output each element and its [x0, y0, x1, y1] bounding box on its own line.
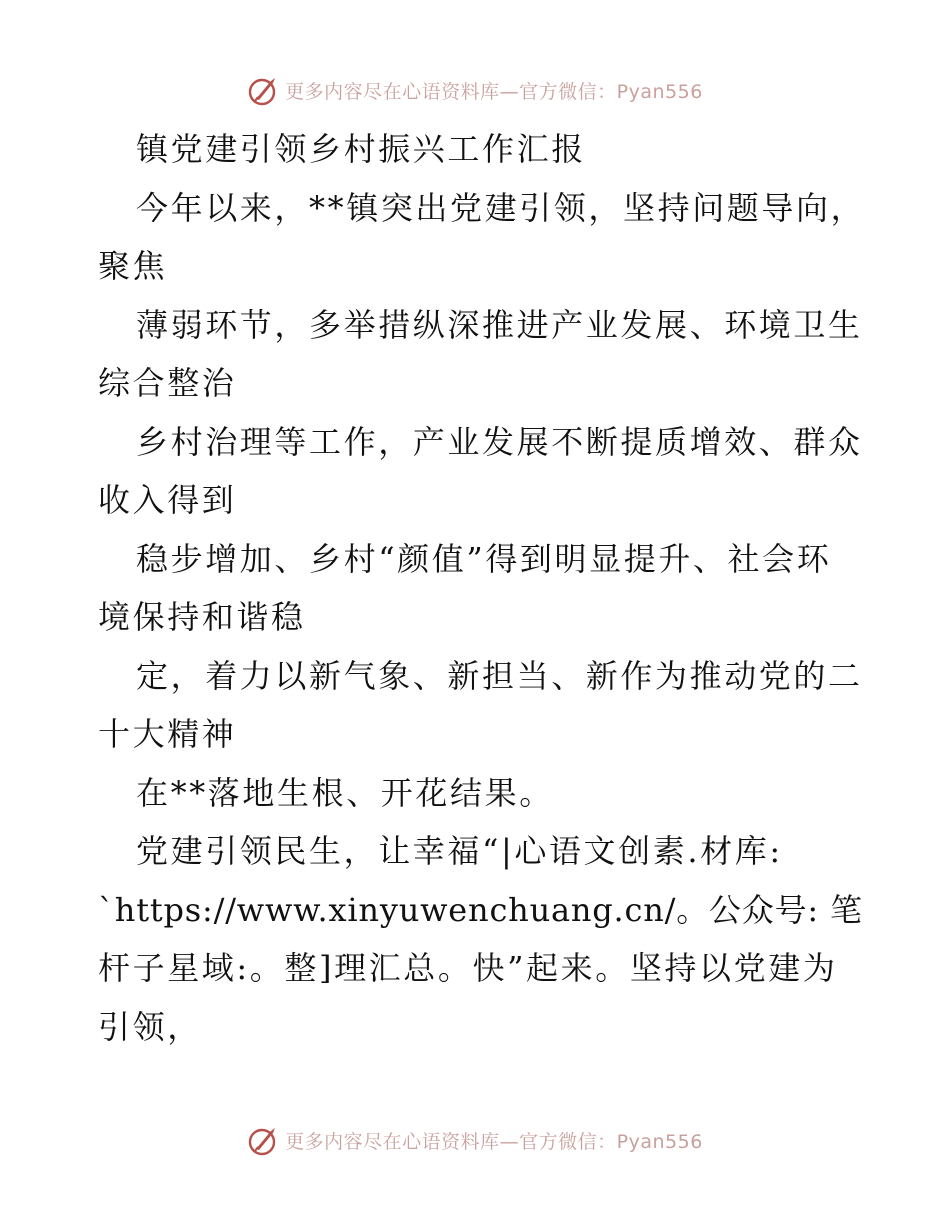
quill-pen-logo-icon [247, 73, 281, 107]
paragraph-line: 稳步增加、乡村“颜值”得到明显提升、社会环 [136, 539, 832, 578]
paragraph-line: 聚焦 [98, 247, 168, 285]
document-title: 镇党建引领乡村振兴工作汇报 [136, 130, 586, 168]
paragraph-line: 境保持和谐稳 [98, 598, 306, 636]
paragraph-line: 党建引领民生，让幸福“|心语文创素.材库: [136, 832, 783, 870]
paragraph-line: 乡村治理等工作，产业发展不断提质增效、群众 [136, 422, 863, 461]
paragraph-line: 引领， [98, 1007, 202, 1046]
footer-watermark-banner [0, 1120, 950, 1160]
paragraph-line-url: `https://www.xinyuwenchuang.cn/。公众号: 笔 [98, 890, 863, 929]
document-body [98, 120, 866, 1056]
paragraph-line: 收入得到 [98, 481, 237, 519]
paragraph-line: 在**落地生根、开花结果。 [136, 773, 554, 812]
quill-pen-logo-icon [247, 1123, 281, 1157]
header-watermark-text: 更多内容尽在心语资料库—官方微信：Pyan556 [285, 80, 703, 103]
footer-watermark-text: 更多内容尽在心语资料库—官方微信：Pyan556 [285, 1130, 703, 1153]
header-watermark-banner [0, 70, 950, 110]
paragraph-line: 十大精神 [98, 715, 237, 753]
paragraph-line: 杆子星域:。整]理汇总。快”起来。坚持以党建为 [98, 949, 838, 987]
paragraph-line: 综合整治 [98, 364, 237, 402]
paragraph-line: 今年以来，**镇突出党建引领，坚持问题导向， [136, 188, 866, 227]
paragraph-line: 薄弱环节，多举措纵深推进产业发展、环境卫生 [136, 305, 863, 344]
paragraph-line: 定，着力以新气象、新担当、新作为推动党的二 [136, 656, 863, 695]
